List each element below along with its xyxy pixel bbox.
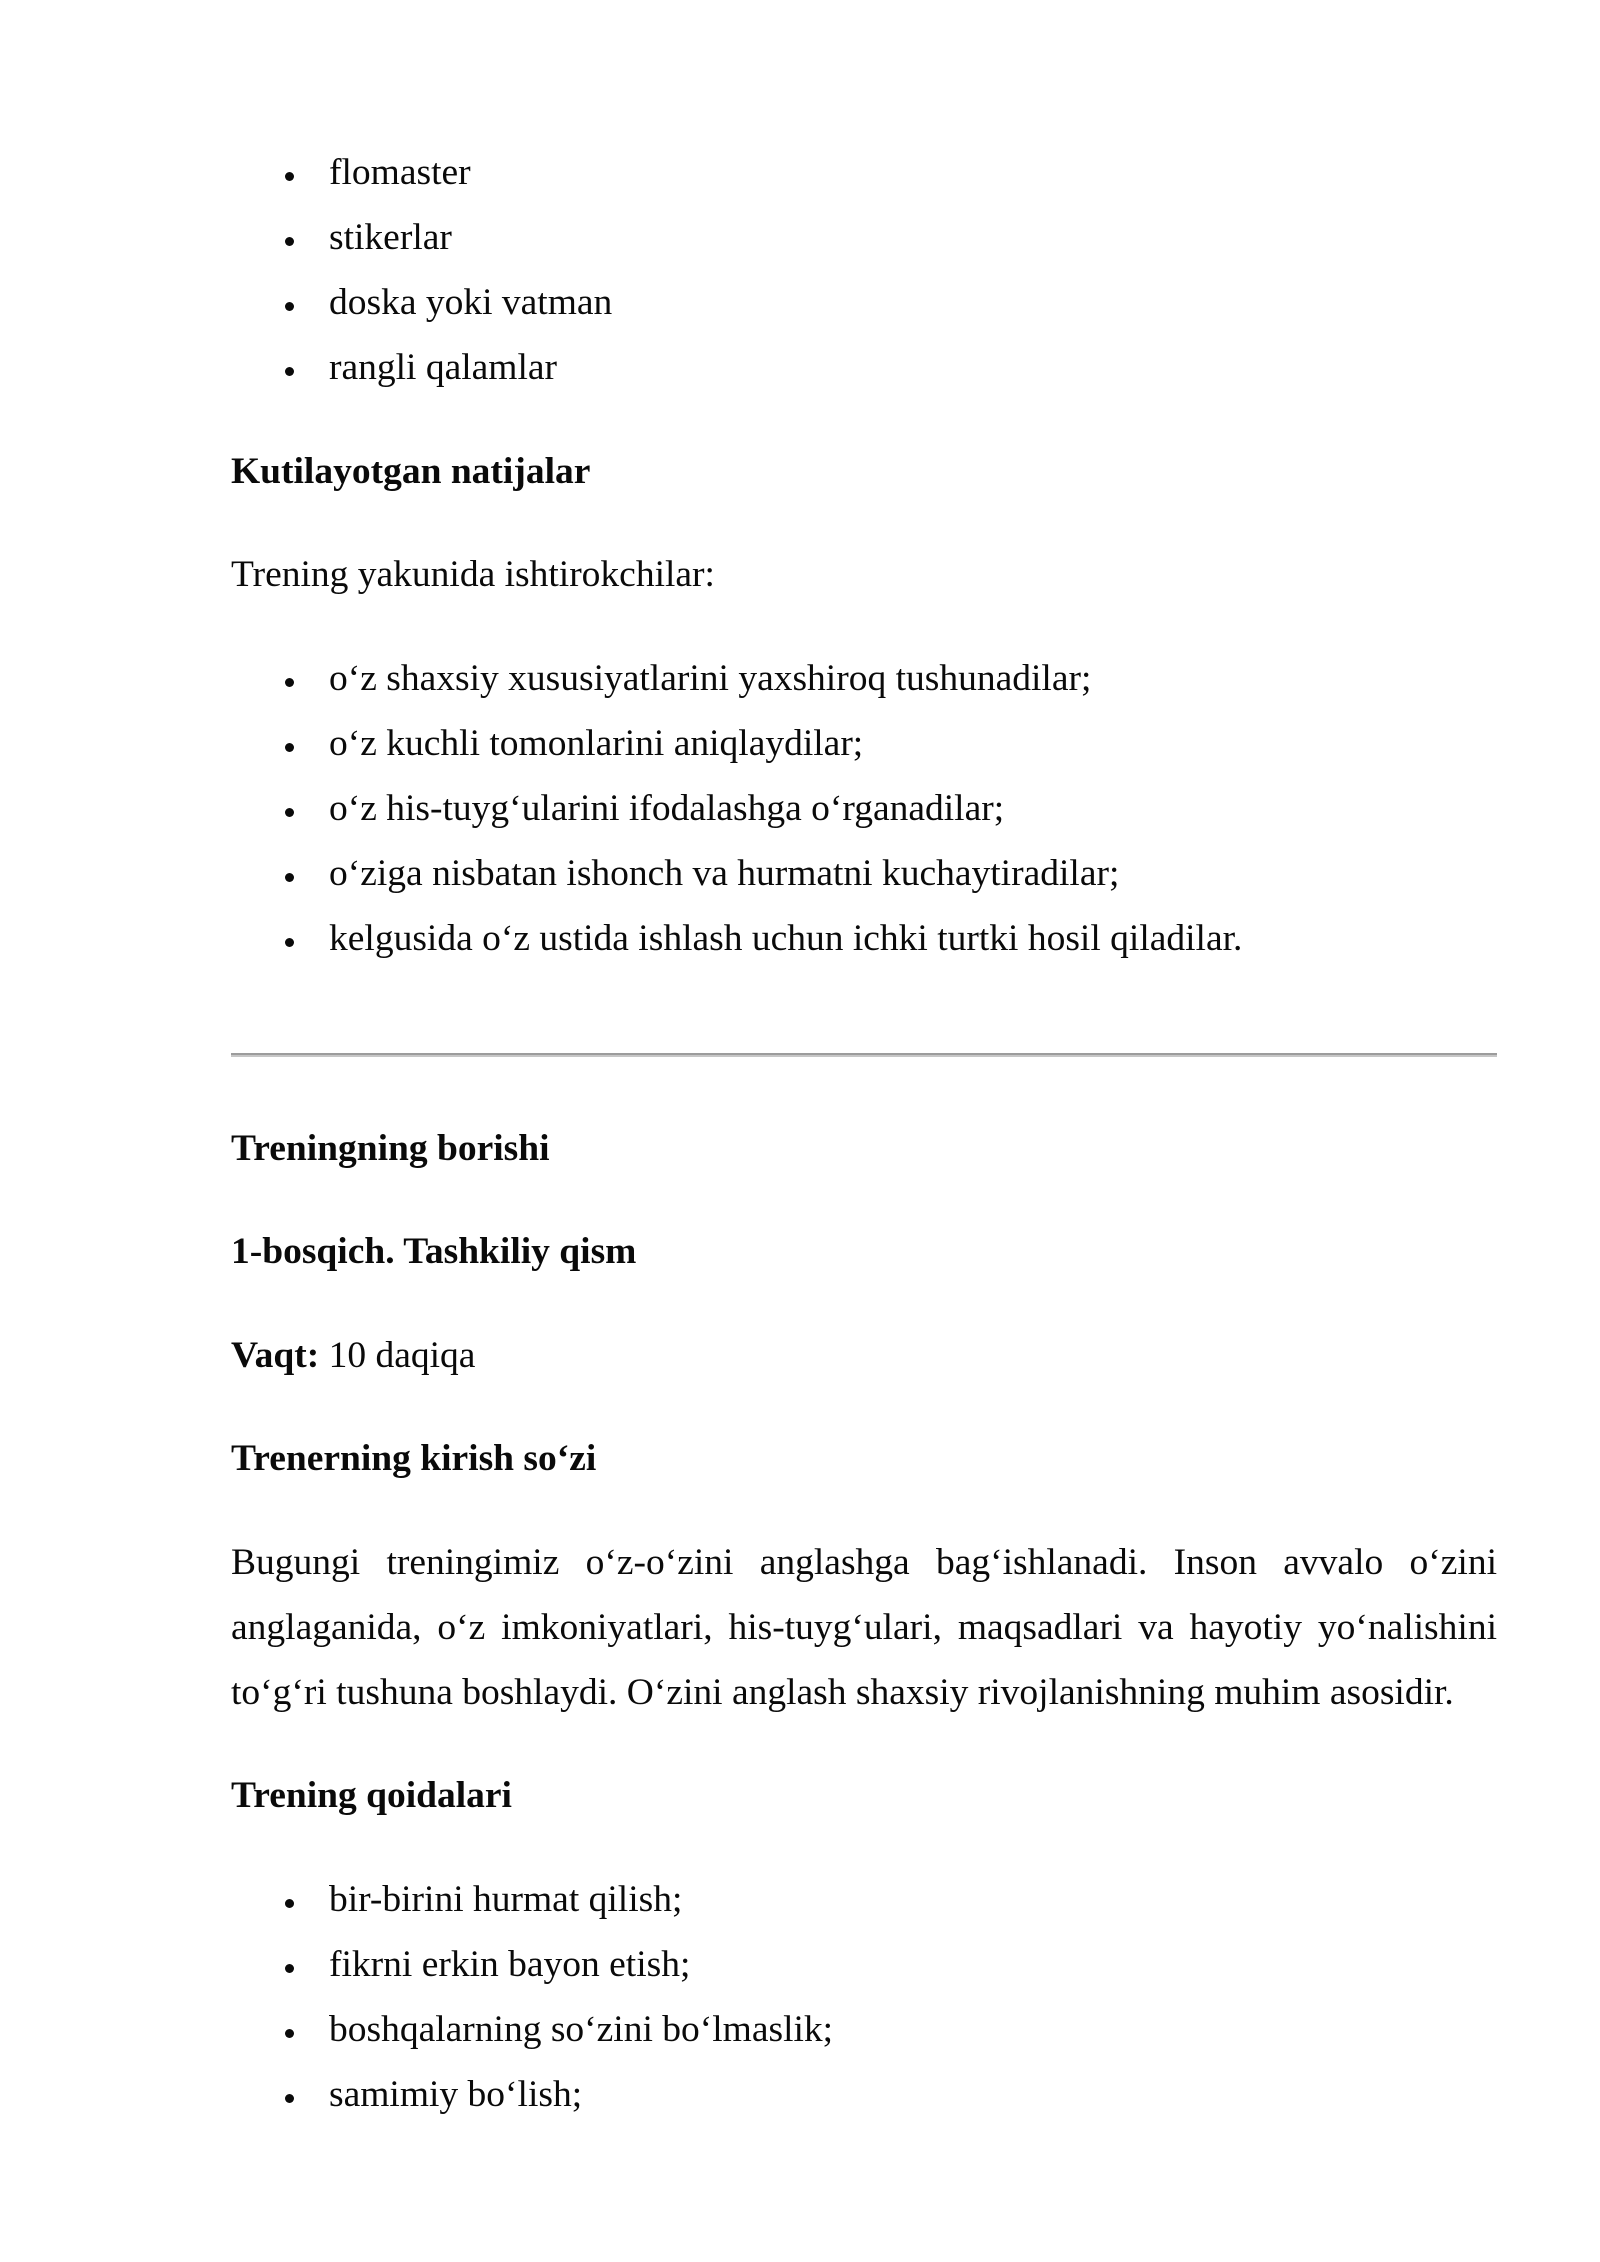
list-item (231, 1997, 1497, 2062)
list-item-text: o‘z kuchli tomonlarini aniqlaydilar; (329, 722, 864, 764)
time-value: 10 daqiqa (328, 1334, 476, 1376)
list-item-text: fikrni erkin bayon etish; (329, 1943, 691, 1985)
bullet-icon (285, 1899, 294, 1908)
list-item-text: boshqalarning so‘zini bo‘lmaslik; (329, 2008, 834, 2050)
list-item (231, 841, 1497, 906)
horizontal-divider (231, 1053, 1497, 1057)
list-item (231, 205, 1497, 270)
bullet-icon (285, 367, 294, 376)
bullet-icon (285, 172, 294, 181)
bullet-icon (285, 873, 294, 882)
materials-list (231, 140, 1497, 400)
training-process-heading: Treningning borishi (231, 1127, 550, 1169)
trainer-intro-paragraph: Bugungi treningimiz o‘z-o‘zini anglashga bag‘ishlanadi. Inson avvalo o‘zini anglaganida, o‘z imkoniyatlari, his-tuyg‘ulari, maqsadlari va hayotiy yo‘nalishini to‘g‘ri tushuna boshlaydi. O‘zini anglash shaxsiy rivojlanishning muhim asosidir. (231, 1541, 1497, 1713)
training-rules-heading: Trening qoidalari (231, 1775, 512, 1816)
list-item (231, 776, 1497, 841)
list-item (231, 1867, 1497, 1932)
expected-results-list (231, 646, 1497, 971)
bullet-icon (285, 678, 294, 687)
list-item-text: rangli qalamlar (329, 347, 558, 388)
bullet-icon (285, 808, 294, 817)
list-item (231, 335, 1497, 400)
document-content (231, 140, 1497, 2127)
list-item (231, 1932, 1497, 1997)
bullet-icon (285, 743, 294, 752)
bullet-icon (285, 1964, 294, 1973)
list-item-text: stikerlar (329, 217, 452, 258)
list-item (231, 140, 1497, 205)
list-item-text: o‘z shaxsiy xususiyatlarini yaxshiroq tushunadilar; (329, 657, 1092, 699)
trainer-intro-heading: Trenerning kirish so‘zi (231, 1438, 597, 1479)
bullet-icon (285, 302, 294, 311)
list-item (231, 906, 1497, 971)
list-item (231, 711, 1497, 776)
list-item-text: samimiy bo‘lish; (329, 2073, 583, 2115)
expected-results-intro: Trening yakunida ishtirokchilar: (231, 554, 715, 595)
list-item-text: doska yoki vatman (329, 282, 613, 323)
list-item-text: o‘z his-tuyg‘ularini ifodalashga o‘rganadilar; (329, 787, 1005, 829)
list-item (231, 646, 1497, 711)
list-item-text: kelgusida o‘z ustida ishlash uchun ichki turtki hosil qiladilar. (329, 917, 1243, 959)
training-rules-list (231, 1867, 1497, 2127)
bullet-icon (285, 2029, 294, 2038)
list-item-text: bir-birini hurmat qilish; (329, 1878, 683, 1920)
bullet-icon (285, 237, 294, 246)
list-item (231, 270, 1497, 335)
time-line (231, 1323, 1497, 1388)
list-item-text: o‘ziga nisbatan ishonch va hurmatni kuchaytiradilar; (329, 852, 1120, 894)
list-item (231, 2062, 1497, 2127)
stage-title: 1-bosqich. Tashkiliy qism (231, 1231, 637, 1272)
time-label: Vaqt: (231, 1334, 320, 1376)
bullet-icon (285, 2094, 294, 2103)
bullet-icon (285, 938, 294, 947)
expected-results-heading: Kutilayotgan natijalar (231, 450, 591, 492)
list-item-text: flomaster (329, 152, 471, 193)
